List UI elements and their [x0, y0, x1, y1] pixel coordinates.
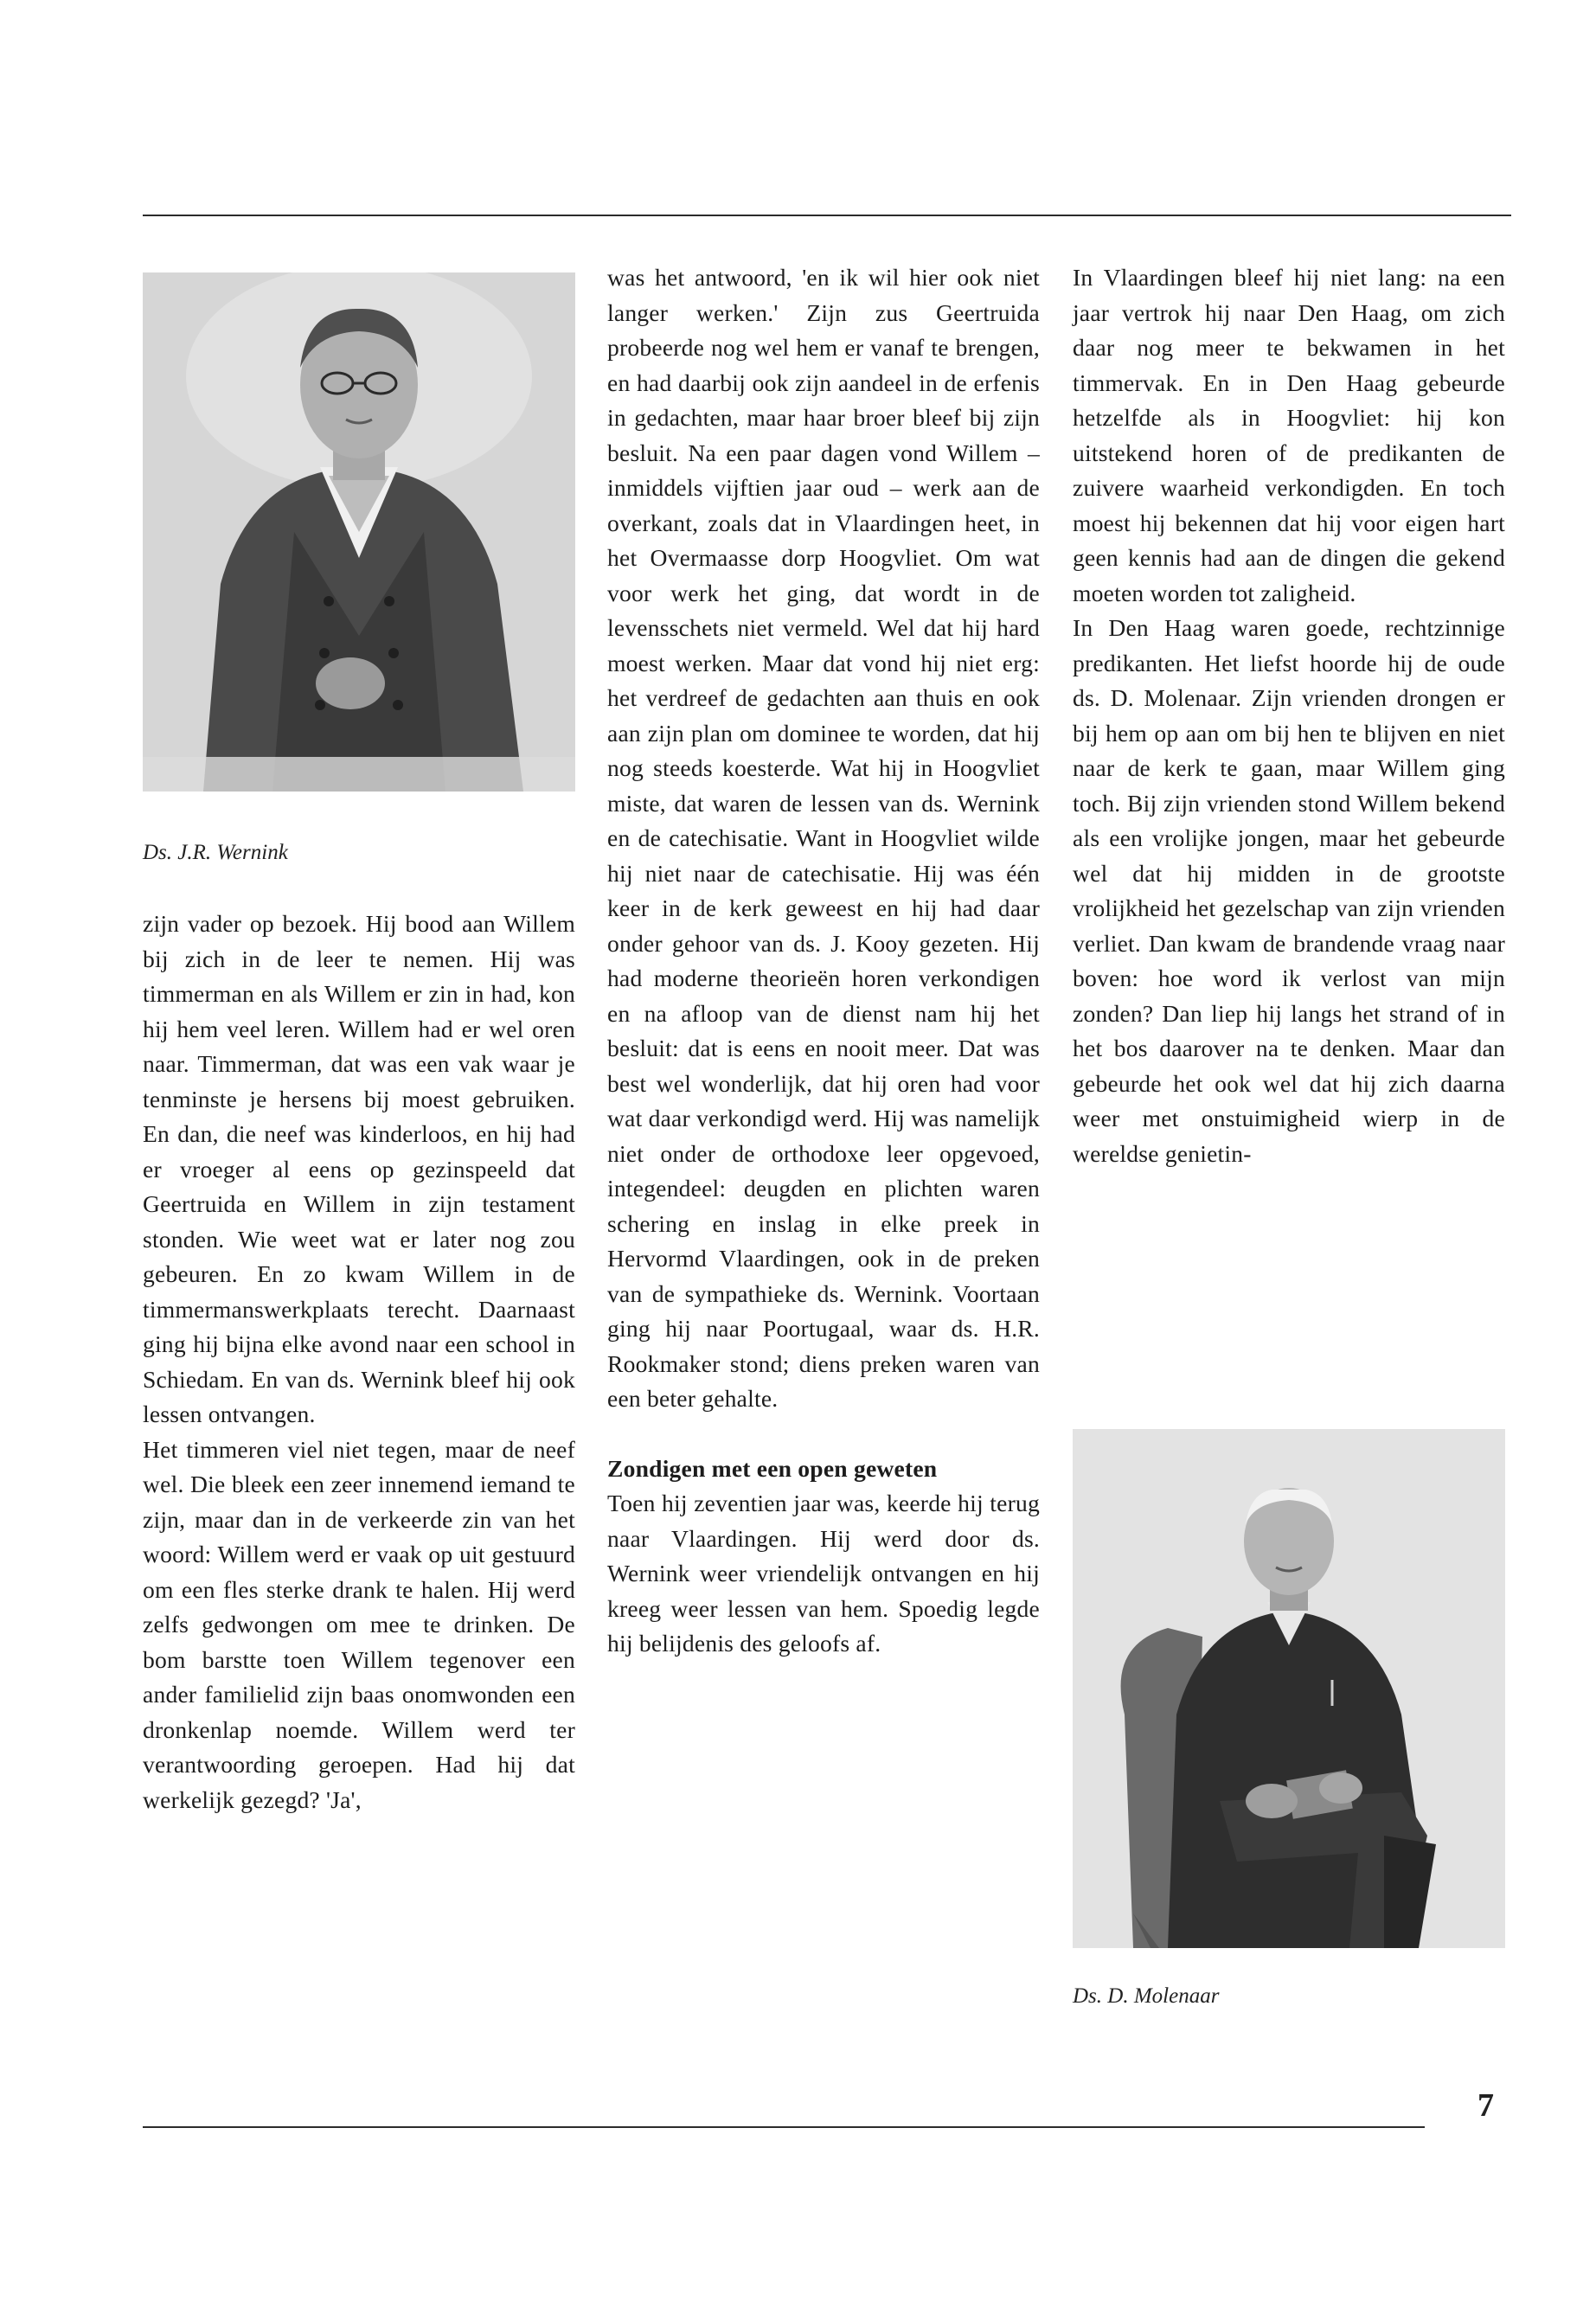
paragraph: In Den Haag waren goede, rechtzinnige predikanten. Het liefst hoorde hij de oude ds. D. Molenaar. Zijn vrienden drongen er bij hem op aan om bij hen te blijven en niet naar de kerk te gaan, maar Willem ging toch. Bij zijn vrienden stond Willem bekend als een vrolijke jongen, maar het gebeurde wel dat hij midden in de grootste vrolijkheid het gezelschap van zijn vrienden verliet. Dan kwam de brandende vraag naar boven: hoe word ik verlost van mijn zonden? Dan liep hij langs het strand of in het bos daarover na te denken. Maar dan gebeurde het ook wel dat hij zich daarna weer met onstuimigheid wierp in de wereldse genietin-	[1073, 614, 1505, 1167]
top-rule	[143, 215, 1511, 216]
text-column-2	[607, 260, 1040, 1662]
page-number: 7	[1477, 2087, 1494, 2124]
paragraph: Toen hij zeventien jaar was, keerde hij terug naar Vlaardingen. Hij werd door ds. Wernink weer vriendelijk ontvangen en hij kreeg weer lessen van hem. Spoedig legde hij belijdenis des geloofs af.	[607, 1490, 1040, 1657]
caption-wernink: Ds. J.R. Wernink	[143, 841, 288, 864]
caption-molenaar: Ds. D. Molenaar	[1073, 1984, 1220, 2008]
text-column-3	[1073, 260, 1505, 1171]
bottom-rule	[143, 2126, 1425, 2128]
paragraph: In Vlaardingen bleef hij niet lang: na een jaar vertrok hij naar Den Haag, om zich daar nog meer te bekwamen in het timmervak. En in Den Haag gebeurde hetzelfde als in Hoogvliet: hij kon uitstekend horen of de predikanten de zuivere waarheid verkondigden. En toch moest hij bekennen dat hij voor eigen hart geen kennis had aan de dingen die gekend moeten worden tot zaligheid.	[1073, 264, 1505, 606]
portrait-wernink	[143, 272, 575, 792]
section-heading: Zondigen met een open geweten	[607, 1454, 938, 1482]
text-column-1	[143, 907, 575, 1817]
seated-portrait-engraving-icon	[1073, 1429, 1505, 1948]
portrait-engraving-icon	[143, 272, 575, 792]
paragraph: zijn vader op bezoek. Hij bood aan Willem bij zich in de leer te nemen. Hij was timmerman en als Willem er zin in had, kon hij hem veel leren. Willem had er wel oren naar. Timmerman, dat was een vak waar je tenminste je hersens bij moest gebruiken. En dan, die neef was kinderloos, en hij had er vroeger al eens op gezinspeeld dat Geertruida en Willem in zijn testament stonden. Wie weet wat er later nog zou gebeuren. En zo kwam Willem in de timmermanswerkplaats terecht. Daarnaast ging hij bijna elke avond naar een school in Schiedam. En van ds. Wernink bleef hij ook lessen ontvangen.	[143, 910, 575, 1427]
paragraph: was het antwoord, 'en ik wil hier ook niet langer werken.' Zijn zus Geertruida probeerde nog wel hem er vanaf te brengen, en had daarbij ook zijn aandeel in de erfenis in gedachten, maar haar broer bleef bij zijn besluit. Na een paar dagen vond Willem – inmiddels vijftien jaar oud – werk aan de overkant, zoals dat in Vlaardingen heet, in het Overmaasse dorp Hoogvliet. Om wat voor werk het ging, dat wordt in de levensschets niet vermeld. Wel dat hij hard moest werken. Maar dat vond hij niet erg: het verdreef de gedachten aan thuis en ook aan zijn plan om dominee te worden, dat hij nog steeds koesterde. Wat hij in Hoogvliet miste, dat waren de lessen van ds. Wernink en de catechisatie. Want in Hoogvliet wilde hij niet naar de catechisatie. Hij was één keer in de kerk geweest en hij had daar onder gehoor van ds. J. Kooy gezeten. Hij had moderne theorieën horen verkondigen en na afloop van de dienst nam hij het besluit: dat is eens en nooit meer. Dat was best wel wonderlijk, dat hij oren had voor wat daar verkondigd werd. Hij was namelijk niet onder de orthodoxe leer opgevoed, integendeel: deugden en plichten waren schering en inslag in elke preek in Hervormd Vlaardingen, ook in de preken van de sympathieke ds. Wernink. Voortaan ging hij naar Poortugaal, waar ds. H.R. Rookmaker stond; diens preken waren van een beter gehalte.	[607, 264, 1040, 1412]
paragraph: Het timmeren viel niet tegen, maar de neef wel. Die bleek een zeer innemend iemand te zijn, maar dan in de verkeerde zin van het woord: Willem werd er vaak op uit gestuurd om een fles sterke drank te halen. Hij werd zelfs gedwongen om mee te drinken. De bom barstte toen Willem tegenover een ander familielid zijn baas onomwonden een dronkenlap noemde. Willem werd ter verantwoording geroepen. Had hij dat werkelijk gezegd? 'Ja',	[143, 1435, 575, 1813]
portrait-molenaar	[1073, 1429, 1505, 1948]
